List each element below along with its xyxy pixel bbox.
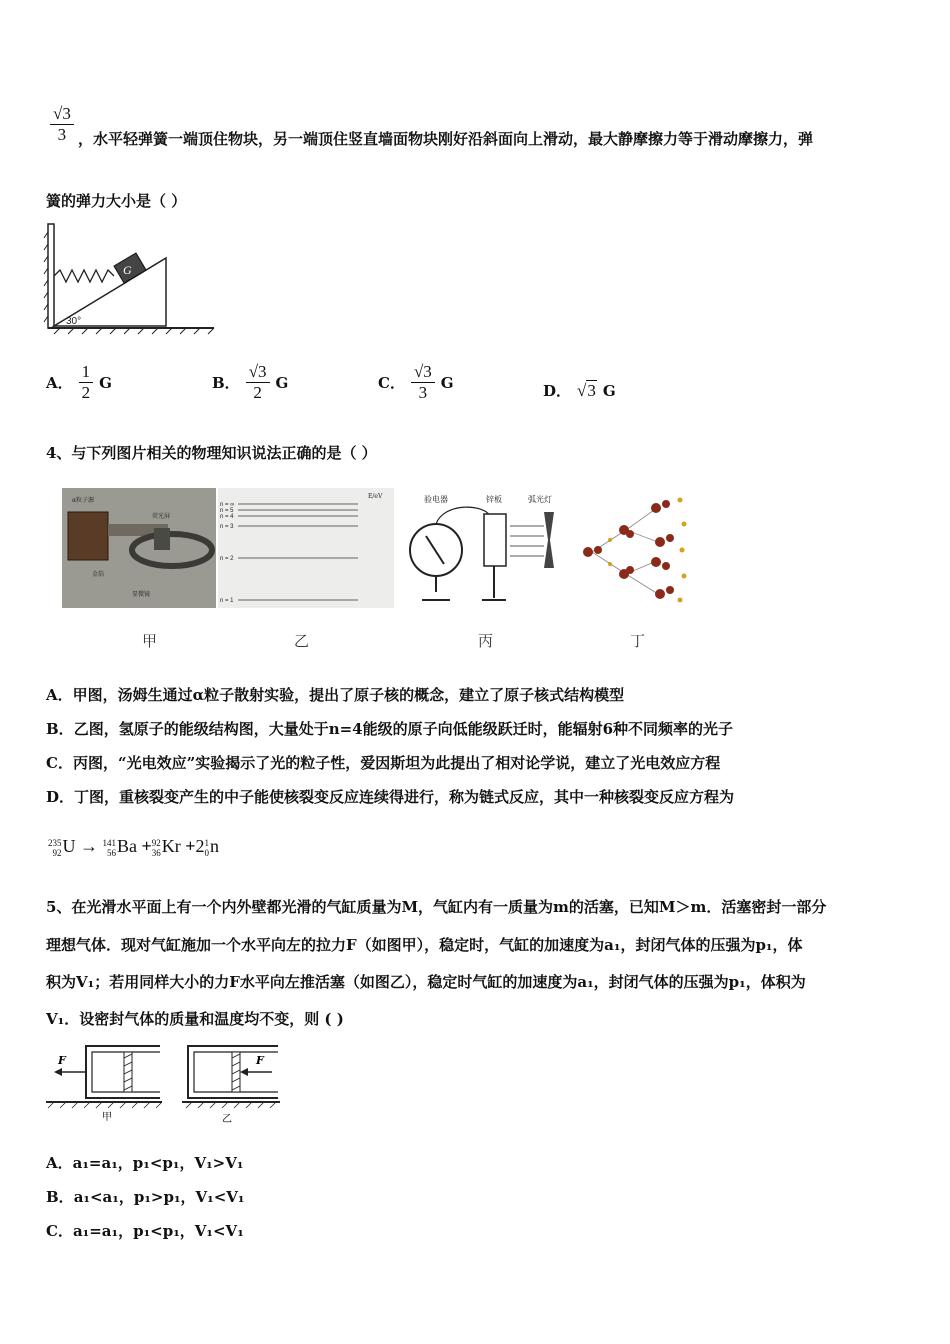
svg-text:金箔: 金箔	[92, 571, 105, 578]
u-symbol: U	[62, 836, 76, 856]
q5-figure-jia	[44, 1042, 164, 1122]
level-n2: n = 2	[220, 556, 234, 562]
wall	[48, 224, 54, 328]
figure-caption-jia: 甲	[102, 1112, 112, 1122]
energy-unit-label: E/eV	[368, 493, 383, 500]
option-unit: G	[440, 373, 454, 392]
neutron-coefficient: 2	[195, 836, 205, 856]
fraction-numerator: 1	[79, 362, 94, 383]
option-label: C．	[378, 374, 405, 392]
option-label: A．	[46, 1154, 73, 1172]
fraction-denominator: 3	[57, 125, 67, 144]
kr-mass-number: 92	[151, 837, 161, 848]
plus-sign: +	[185, 836, 196, 856]
q5-option-b[interactable]	[46, 1186, 245, 1207]
q3-option-b[interactable]	[212, 362, 288, 403]
plus-sign: +	[141, 836, 152, 856]
option-label: B．	[212, 374, 240, 392]
label-arc-lamp: 弧光灯	[528, 495, 552, 504]
caption-jia: 甲	[142, 634, 158, 650]
q5-option-a[interactable]	[46, 1152, 243, 1173]
fraction-denominator: 2	[81, 383, 91, 402]
n-symbol: n	[210, 836, 220, 856]
q4-option-b[interactable]	[46, 718, 733, 739]
label-zinc-plate: 锌板	[486, 495, 502, 504]
option-text: 乙图，氢原子的能级结构图，大量处于n=4能级的原子向低能级跃迁时，能辐射6种不同频率的光子	[73, 720, 734, 738]
block-label: G	[123, 263, 132, 277]
q4-option-a[interactable]	[46, 684, 624, 705]
caption-ding: 丁	[630, 634, 646, 650]
q4-figure-yi	[218, 488, 394, 608]
level-n3: n = 3	[220, 524, 234, 530]
q3-text-line1: ，水平轻弹簧一端顶住物块，另一端顶住竖直墙面物块刚好沿斜面向上滑动，最大静摩擦力等于滑动摩擦力，弹	[78, 130, 814, 148]
level-n5: n = 5	[220, 508, 234, 514]
level-n1: n = 1	[220, 598, 234, 604]
force-label: F	[256, 1054, 264, 1067]
ba-mass-number: 141	[102, 837, 116, 848]
fraction-denominator: 3	[418, 383, 428, 402]
option-label: B．	[46, 1188, 74, 1206]
force-label: F	[58, 1054, 66, 1067]
option-label: C．	[46, 754, 73, 772]
q5-line3: 积为V₁；若用同样大小的力F水平向左推活塞（如图乙），稳定时气缸的加速度为a₁，封闭气体的压强为p₁，体积为	[46, 973, 806, 991]
reaction-arrow: →	[80, 836, 98, 856]
u-mass-number: 235	[48, 837, 62, 848]
ba-atomic-number: 56	[107, 847, 116, 858]
fraction-numerator: √3	[246, 362, 270, 383]
n-mass-number: 1	[204, 837, 210, 848]
q5-option-c[interactable]	[46, 1220, 244, 1241]
svg-text:荧光屏: 荧光屏	[152, 513, 171, 520]
label-electroscope: 验电器	[424, 495, 448, 504]
level-n-inf: n = ∞	[220, 502, 235, 508]
option-label: C．	[46, 1222, 73, 1240]
option-unit: G	[275, 373, 289, 392]
fraction-numerator: √3	[50, 104, 74, 125]
caption-yi: 乙	[294, 634, 310, 650]
option-unit: G	[99, 373, 112, 392]
option-label: B．	[46, 720, 74, 738]
svg-text:显微镜: 显微镜	[132, 591, 151, 598]
option-text: a₁=a₁，p₁<p₁，V₁>V₁	[72, 1154, 244, 1172]
fission-equation	[48, 836, 219, 858]
option-label: D．	[543, 382, 572, 400]
q4-option-c[interactable]	[46, 752, 720, 773]
q5-line1: 5、在光滑水平面上有一个内外壁都光滑的气缸质量为M，气缸内有一质量为m的活塞，已知M＞m．活塞密封一部分	[46, 898, 827, 916]
q3-option-a[interactable]	[46, 362, 112, 403]
option-text: a₁<a₁，p₁>p₁，V₁<V₁	[73, 1188, 245, 1206]
caption-bing: 丙	[478, 634, 494, 650]
q3-leading-fraction	[50, 104, 74, 145]
option-text: a₁=a₁，p₁<p₁，V₁<V₁	[72, 1222, 244, 1240]
option-label: A．	[46, 686, 73, 704]
option-text: 丙图，“光电效应”实验揭示了光的粒子性，爱因斯坦为此提出了相对论学说，建立了光电效应方程	[72, 754, 721, 772]
q4-figure-ding	[574, 490, 698, 612]
option-label: A．	[46, 374, 73, 392]
q3-text-line2: 簧的弹力大小是（ ）	[46, 192, 187, 210]
option-text: 甲图，汤姆生通过α粒子散射实验，提出了原子核的概念，建立了原子核式结构模型	[72, 686, 625, 704]
u-atomic-number: 92	[52, 847, 62, 858]
q5-line4: V₁．设密封气体的质量和温度均不变，则 ( )	[46, 1010, 344, 1028]
svg-text:α粒子源: α粒子源	[72, 497, 95, 504]
fraction-numerator: √3	[411, 362, 435, 383]
ba-symbol: Ba	[117, 836, 137, 856]
q3-incline-figure	[40, 220, 220, 336]
q3-option-c[interactable]	[378, 362, 454, 403]
q4-figure-jia	[62, 488, 216, 608]
n-charge-number: 0	[204, 847, 210, 858]
figure-caption-yi: 乙	[222, 1114, 232, 1124]
sqrt-radicand: 3	[587, 380, 596, 400]
q5-line2: 理想气体．现对气缸施加一个水平向左的拉力F（如图甲），稳定时，气缸的加速度为a₁，封闭气体的压强为p₁，体	[46, 936, 803, 954]
fraction-denominator: 2	[253, 383, 262, 402]
angle-label: 30°	[66, 316, 82, 327]
q3-option-d[interactable]: D． √3 G	[543, 380, 616, 400]
option-label: D．	[46, 788, 75, 806]
option-unit: G	[602, 381, 616, 400]
spring	[54, 270, 114, 282]
q4-figure-bing	[404, 492, 570, 608]
kr-symbol: Kr	[161, 836, 181, 856]
q4-stem: 4、与下列图片相关的物理知识说法正确的是（ ）	[46, 444, 377, 462]
q4-option-d[interactable]	[46, 786, 734, 807]
kr-atomic-number: 36	[151, 847, 161, 858]
option-text: 丁图，重核裂变产生的中子能使核裂变反应连续得进行，称为链式反应，其中一种核裂变反应方程为	[74, 788, 735, 806]
level-n4: n = 4	[220, 514, 234, 520]
q5-figure-yi	[182, 1042, 282, 1124]
